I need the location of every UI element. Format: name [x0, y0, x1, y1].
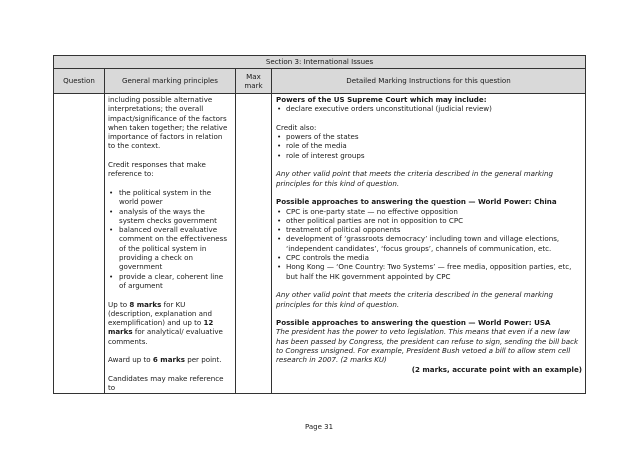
- china-bullet: • other political parties are not in opposition to CPC: [276, 216, 582, 225]
- general-principles-cell: [105, 94, 236, 394]
- general-bullet: • the political system in the world power: [108, 188, 231, 207]
- credit-also-bullet: • role of interest groups: [276, 151, 582, 160]
- credit-also-label: Credit also:: [276, 122, 317, 132]
- award-note: Award up to 6 marks per point.: [108, 355, 222, 365]
- detailed-instructions-cell: [272, 94, 586, 394]
- credit-also-bullet: • powers of the states: [276, 132, 582, 141]
- china-bullet: • treatment of political opponents: [276, 225, 582, 234]
- china-bullet: • Hong Kong — ‘One Country: Two Systems’ — free media, opposition parties, etc, but half the HK government appointed by CPC: [276, 262, 582, 281]
- page-number: Page 31: [304, 423, 334, 431]
- section-title: Section 3: International Issues: [54, 56, 586, 69]
- us-court-bullet: • declare executive orders unconstitutional (judicial review): [276, 104, 582, 113]
- credit-also-list: [276, 132, 582, 160]
- general-bullet: • provide a clear, coherent line of argument: [108, 272, 231, 291]
- china-bullet: • development of ‘grassroots democracy’ including town and village elections, ‘independent candidates’, ‘focus groups’, channels of communication, etc.: [276, 234, 582, 253]
- usa-example: The president has the power to veto legislation. This means that even if a new law has been passed by Congress, the president can refuse to sign, sending the bill back to Congress unsigned. For example, President Bush vetoed a bill to allow stem cell research in 2007. (2 marks KU): [276, 327, 579, 365]
- usa-marks-note: (2 marks, accurate point with an example): [411, 364, 583, 374]
- usa-heading: Possible approaches to answering the question — World Power: USA: [276, 318, 551, 328]
- marking-table: [53, 55, 586, 394]
- header-principles: General marking principles: [105, 69, 236, 94]
- candidates-note: Candidates may make reference to: [108, 373, 224, 393]
- us-court-list: [276, 104, 582, 113]
- china-heading: Possible approaches to answering the question — World Power: China: [276, 197, 557, 207]
- china-bullet: • CPC is one-party state — no effective opposition: [276, 207, 582, 216]
- header-question: Question: [54, 69, 105, 94]
- marks-allocation: Up to 8 marks for KU (description, explanation and exemplification) and up to 12 marks for analytical/ evaluative comments.: [108, 299, 223, 346]
- general-bullet: • analysis of the ways the system checks government: [108, 207, 231, 226]
- china-list: [276, 207, 582, 281]
- other-valid-note: Any other valid point that meets the criteria described in the general marking principles for this kind of question.: [276, 169, 553, 188]
- us-court-heading: Powers of the US Supreme Court which may include:: [276, 95, 487, 104]
- general-bullet-list: [108, 188, 231, 290]
- header-instructions: Detailed Marking Instructions for this question: [272, 69, 586, 94]
- credit-lead: Credit responses that make reference to:: [108, 160, 206, 179]
- header-max-mark: Max mark: [236, 69, 272, 94]
- general-bullet: • balanced overall evaluative comment on the effectiveness of the political system in providing a check on government: [108, 225, 231, 271]
- general-intro: including possible alternative interpretations; the overall impact/significance of the factors when taken together; the relative importance of factors in relation to the context.: [108, 95, 228, 151]
- question-cell: [54, 94, 105, 394]
- other-valid-note: Any other valid point that meets the criteria described in the general marking principles for this kind of question.: [276, 290, 553, 309]
- max-mark-cell: [236, 94, 272, 394]
- china-bullet: • CPC controls the media: [276, 253, 582, 262]
- credit-also-bullet: • role of the media: [276, 141, 582, 150]
